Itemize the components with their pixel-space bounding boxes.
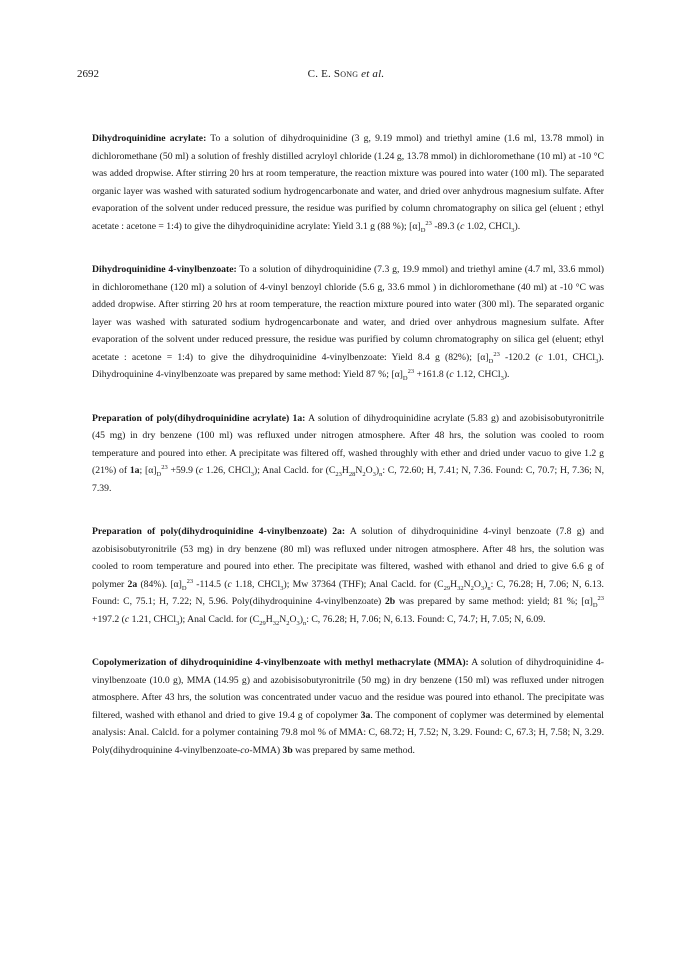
paragraph-text: A solution of dihydroquinidine 4-vinylbenzoate (10.0 g), MMA (14.95 g) and azobisisobutyronitrile (50 mg) in dry benzene (150 ml) was refluxed under nitrogen atmosphere. After 43 hrs, the solution was concentrated under vacuo and the residue was poured into ethanol. The precipitate was filtered, washed with ethanol and dried to give 19.4 g of copolymer 3a. The component of coplymer was determined by elemental analysis: Anal. Calcld. for a polymer containing 79.8 mol % of MMA: C, 68.72; H, 7.52; N, 3.29. Found: C, 67.3; H, 7.58; N, 3.29. Poly(dihydroquinine 4-vinylbenzoate-co-MMA) 3b was prepared by same method. [92, 657, 604, 756]
paragraph-dihydroquinidine-acrylate [92, 130, 604, 235]
author-suffix: et al. [358, 68, 385, 80]
page-number: 2692 [77, 68, 99, 80]
running-head [0, 68, 692, 80]
paragraph-heading: Dihydroquinidine acrylate: [92, 133, 207, 144]
author-prefix: C. E. [307, 68, 334, 80]
paragraph-text: To a solution of dihydroquinidine (7.3 g, 19.9 mmol) and triethyl amine (4.7 ml, 33.6 mmol) in dichloromethane (120 ml) a solution of 4-vinyl benzoyl chloride (5.6 g, 33.6 mmol ) in dichloromethane (40 ml) at -10 °C was added dropwise. After stirring 20 hrs at room temperature, the reaction mixture poured into water (300 ml). The separated organic layer was washed with saturated sodium hydrogencarbonate and water, and dried over anhydrous magnesium sulfate. After evaporation of the solvent under reduced pressure, the residue was purified by column chromatography on silica gel (eluent; ethyl acetate : acetone = 1:4) to give the dihydroquinidine 4-vinylbenzoate: Yield 8.4 g (82%); $[\alpha]_D^{23}$ -120.2 (c 1.01, CHCl$_3$). Dihydroquinine 4-vinylbenzoate was prepared by same method: Yield 87 %; $[\alpha]_D^{23} +161.8$ (c 1.12, CHCl$_3$). [92, 264, 604, 382]
paragraph-poly-vinylbenzoate-2a [92, 523, 604, 628]
paragraph-poly-acrylate-1a [92, 410, 604, 498]
paragraph-dihydroquinidine-vinylbenzoate [92, 261, 604, 384]
article-body [92, 130, 604, 785]
paragraph-text: A solution of dihydroquinidine 4-vinyl benzoate (7.8 g) and azobisisobutyronitrile (53 mg) in dry benzene (80 ml) was refluxed under nitrogen atmosphere. After 48 hrs, the solution was cooled to room temperature and poured into ether. The precipitate was filtered, washed with ethanol and dried to give 6.6 g of polymer 2a (84%). $[\alpha]_D^{23}$ -114.5 (c 1.18, CHCl$_3$); Mw 37364 (THF); Anal Cacld. for $(C_{29}H_{32}N_2O_3)_n$: C, 76.28; H, 7.06; N, 6.13. Found: C, 75.1; H, 7.22; N, 5.96. Poly(dihydroquinine 4-vinylbenzoate) 2b was prepared by same method: yield; 81 %; $[\alpha]_D^{23} +197.2$ (c 1.21, CHCl$_3$); Anal Cacld. for $(C_{29}H_{32}N_2O_3)_n$: C, 76.28; H, 7.06; N, 6.13. Found: C, 74.7; H, 7.05; N, 6.09. [92, 526, 605, 627]
paragraph-heading: Preparation of poly(dihydroquinidine acrylate) 1a: [92, 412, 306, 424]
paragraph-copolymerization-mma [92, 654, 604, 759]
paragraph-heading: Copolymerization of dihydroquinidine 4-vinylbenzoate with methyl methacrylate (MMA): [92, 657, 469, 668]
paragraph-text: To a solution of dihydroquinidine (3 g, 9.19 mmol) and triethyl amine (1.6 ml, 13.78 mmol) in dichloromethane (50 ml) a solution of freshly distilled acryloyl chloride (1.24 g, 13.78 mmol) in dichloromethane (10 ml) at -10 °C was added dropwise. After stirring 20 hrs at room temperature, the reaction mixture was poured into water (100 ml). The separated organic layer was washed with saturated sodium hydrogencarbonate and water, and dried over anhydrous magnesium sulfate. After evaporation of the solvent under reduced pressure, the residue was purified by column chromatography on silica gel (eluent ; ethyl acetate : acetone = 1:4) to give the dihydroquinidine acrylate: Yield 3.1 g (88 %); $[\alpha]_D^{23}$ -89.3 (c 1.02, CHCl$_3$). [92, 133, 604, 234]
paragraph-heading: Preparation of poly(dihydroquinidine 4-vinylbenzoate) 2a: [92, 526, 346, 537]
author-surname: Song [333, 68, 359, 80]
paragraph-heading: Dihydroquinidine 4-vinylbenzoate: [92, 264, 237, 275]
paragraph-text: A solution of dihydroquinidine acrylate (5.83 g) and azobisisobutyronitrile (45 mg) in dry benzene (100 ml) was refluxed under nitrogen atmosphere. After 48 hrs, the solution was cooled to room temperature and poured into ether. A precipitate was filtered off, washed throughly with ether and dried under vacuo to give 1.2 g (21%) of 1a; $[\alpha]_D^{23} +59.9$ (c 1.26, CHCl$_3$); Anal Cacld. for $(C_{23}H_{28}N_2O_3)_n$: C, 72.60; H, 7.41; N, 7.36. Found: C, 70.7; H, 7.36; N, 7.39. [92, 412, 604, 494]
